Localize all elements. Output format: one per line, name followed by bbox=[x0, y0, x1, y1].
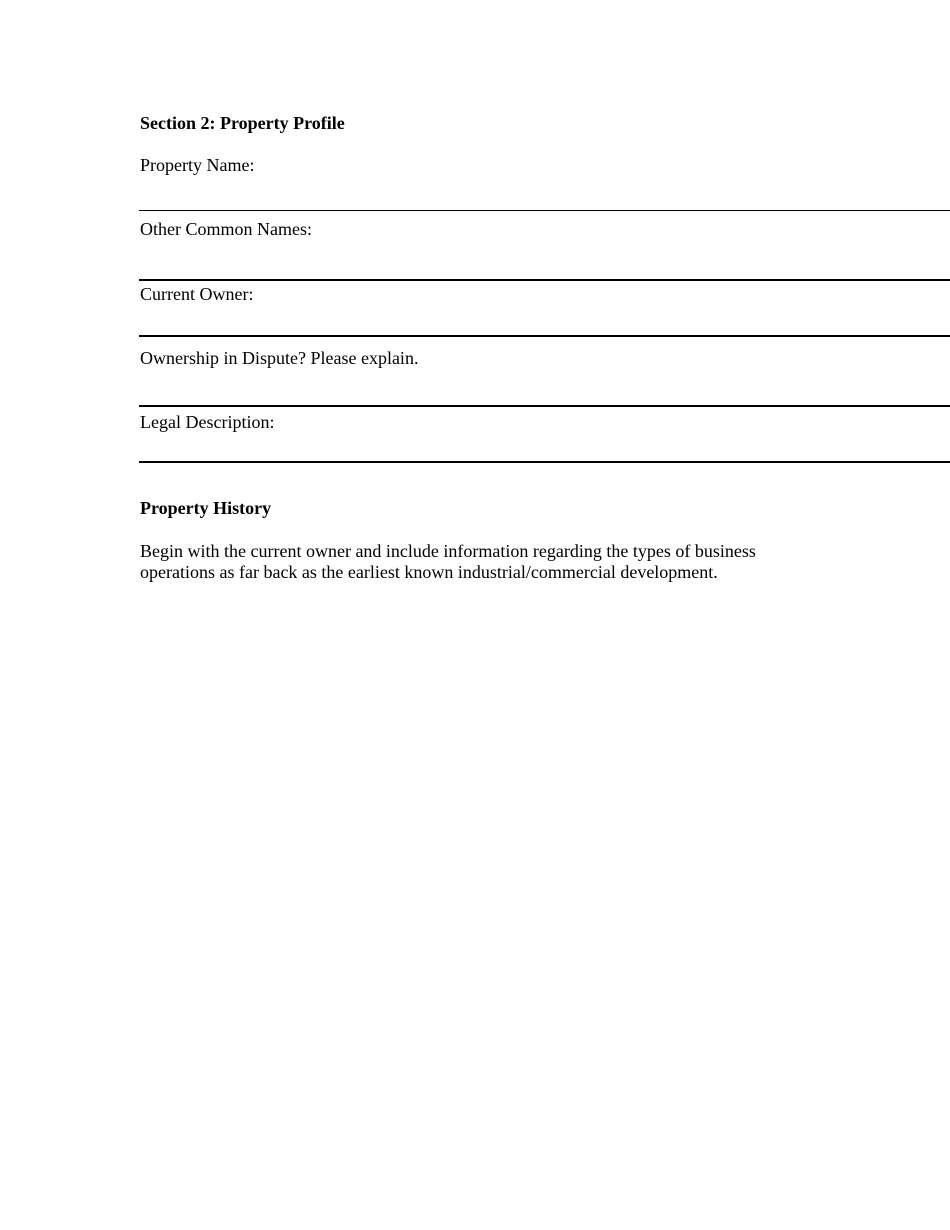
legal-description-label: Legal Description: bbox=[140, 412, 275, 432]
property-name-line[interactable] bbox=[139, 210, 950, 211]
property-name-label: Property Name: bbox=[140, 155, 255, 175]
section-heading: Section 2: Property Profile bbox=[140, 113, 345, 133]
property-history-heading: Property History bbox=[140, 498, 272, 518]
other-common-names-line[interactable] bbox=[139, 279, 950, 281]
other-common-names-label: Other Common Names: bbox=[140, 219, 312, 239]
current-owner-line[interactable] bbox=[139, 335, 950, 337]
property-history-instructions: Begin with the current owner and include information regarding the types of business operations as far back as the earliest known industrial/commercial development. bbox=[140, 541, 756, 582]
legal-description-line[interactable] bbox=[139, 461, 950, 463]
current-owner-label: Current Owner: bbox=[140, 284, 254, 304]
ownership-dispute-line[interactable] bbox=[139, 405, 950, 407]
ownership-dispute-label: Ownership in Dispute? Please explain. bbox=[140, 348, 419, 368]
